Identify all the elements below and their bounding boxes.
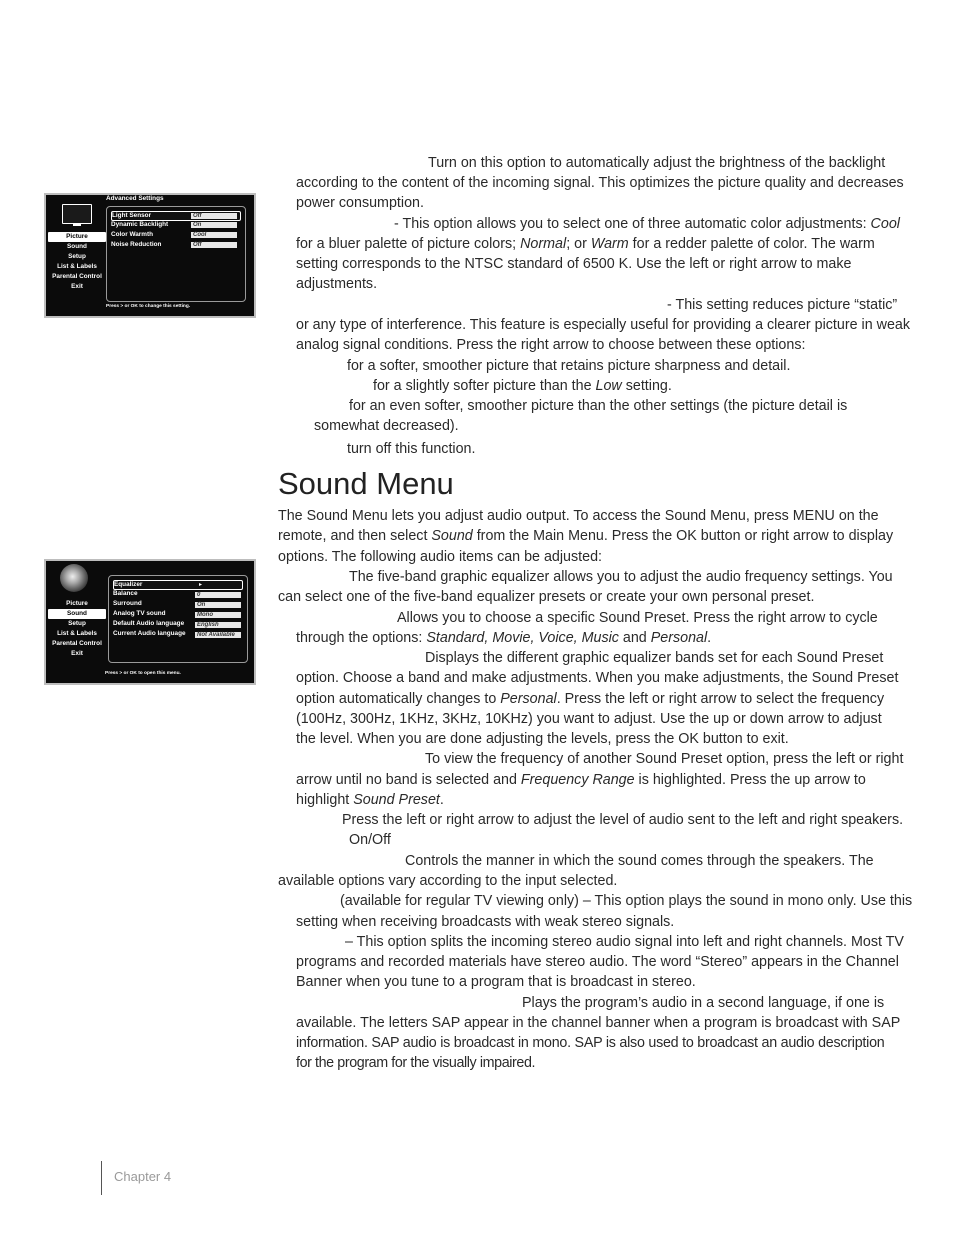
hint-text: Press > or OK to change this setting. (106, 304, 191, 309)
setting-row-noise-reduction[interactable]: Noise Reduction (111, 241, 162, 248)
text-line: the level. When you are done adjusting the levels, press the OK button to exit. (296, 731, 789, 747)
nav-item-sound[interactable]: Sound (48, 609, 106, 619)
text-line: available. The letters SAP appear in the channel banner when a program is broadcast with SAP (296, 1015, 901, 1031)
setting-row-dynamic-backlight[interactable]: Dynamic Backlight (111, 221, 169, 228)
text-line: for a bluer palette of picture colors; Normal; or Warm for a redder palette of color. The warm (296, 236, 875, 252)
setting-row-current-audio-language[interactable]: Current Audio language (113, 630, 186, 637)
section-heading: Sound Menu (278, 466, 454, 501)
nav-item-setup[interactable]: Setup (68, 620, 86, 627)
advanced-settings-screen (44, 193, 256, 318)
text-line: arrow until no band is selected and Frequency Range is highlighted. Press the up arrow to (296, 772, 866, 788)
text-line: setting corresponds to the NTSC standard of 6500 K. Use the left or right arrow to make (296, 256, 852, 272)
text-line: power consumption. (296, 195, 424, 211)
setting-row-balance[interactable]: Balance (113, 590, 138, 597)
text-line: - This setting reduces picture “static” (667, 297, 898, 313)
text-line: Controls the manner in which the sound comes through the speakers. The (405, 853, 874, 869)
main-menu-nav (48, 599, 106, 659)
text-line: available options vary according to the input selected. (278, 873, 618, 889)
text-line: analog signal conditions. Press the right arrow to choose between these options: (296, 337, 806, 353)
text-line: information. SAP audio is broadcast in mono. SAP is also used to broadcast an audio description (296, 1035, 885, 1051)
text-line: Allows you to choose a specific Sound Preset. Press the right arrow to cycle (397, 610, 878, 626)
text-line: option. Choose a band and make adjustments. When you make adjustments, the Sound Preset (296, 670, 899, 686)
text-line: - This option allows you to select one of three automatic color adjustments: Cool (394, 216, 900, 232)
nav-item-list-labels[interactable]: List & Labels (57, 263, 97, 270)
text-line: for the program for the visually impaired. (296, 1055, 536, 1071)
setting-row-equalizer[interactable]: Equalizer (113, 580, 243, 590)
nav-item-picture[interactable]: Picture (48, 232, 106, 242)
text-line: Plays the program’s audio in a second language, if one is (522, 995, 885, 1011)
arrow-right-icon: ▸ (199, 582, 203, 588)
setting-row-default-audio-language[interactable]: Default Audio language (113, 620, 185, 627)
screen-title: Advanced Settings (106, 195, 164, 202)
setting-value: Off (191, 213, 237, 219)
text-line: Turn on this option to automatically adjust the brightness of the backlight (428, 155, 886, 171)
nav-item-parental-control[interactable]: Parental Control (52, 273, 102, 280)
settings-panel (108, 575, 248, 663)
setting-value: On (191, 222, 237, 228)
hint-text: Press > or OK to open this menu. (105, 671, 181, 676)
settings-panel (106, 206, 246, 302)
text-line: – This option splits the incoming stereo audio signal into left and right channels. Most TV (345, 934, 904, 950)
text-line: remote, and then select Sound from the Main Menu. Press the OK button or right arrow to display (278, 528, 894, 544)
nav-item-parental-control[interactable]: Parental Control (52, 640, 102, 647)
text-line: The Sound Menu lets you adjust audio output. To access the Sound Menu, press MENU on the (278, 508, 879, 524)
text-line: programs and recorded materials have stereo audio. The word “Stereo” appears in the Channel (296, 954, 899, 970)
nav-item-picture[interactable]: Picture (66, 600, 88, 607)
text-line: adjustments. (296, 276, 378, 292)
setting-row-analog-tv-sound[interactable]: Analog TV sound (113, 610, 166, 617)
text-line: for a slightly softer picture than the Low setting. (373, 378, 672, 394)
sound-menu-screen (44, 559, 256, 685)
text-line: setting when receiving broadcasts with weak stereo signals. (296, 914, 675, 930)
nav-item-list-labels[interactable]: List & Labels (57, 630, 97, 637)
text-line: somewhat decreased). (314, 418, 459, 434)
text-line: turn off this function. (347, 441, 476, 457)
nav-item-exit[interactable]: Exit (71, 283, 83, 290)
main-menu-nav (48, 232, 106, 292)
speaker-icon (60, 564, 88, 592)
setting-value: 0 (195, 592, 241, 598)
text-line: or any type of interference. This feature is especially useful for providing a clearer picture in weak (296, 317, 911, 333)
tv-stand-icon (73, 224, 81, 226)
text-line: (100Hz, 300Hz, 1KHz, 3KHz, 10KHz) you want to adjust. Use the up or down arrow to adjust (296, 711, 882, 727)
setting-value: English (195, 622, 241, 628)
nav-item-sound[interactable]: Sound (67, 243, 87, 250)
setting-row-surround[interactable]: Surround (113, 600, 142, 607)
text-line: through the options: Standard, Movie, Voice, Music and Personal. (296, 630, 712, 646)
text-line: for a softer, smoother picture that retains picture sharpness and detail. (347, 358, 791, 374)
text-line: The five-band graphic equalizer allows you to adjust the audio frequency settings. You (349, 569, 893, 585)
text-line: On/Off (349, 832, 391, 848)
text-line: according to the content of the incoming signal. This optimizes the picture quality and decreases (296, 175, 904, 191)
nav-item-exit[interactable]: Exit (71, 650, 83, 657)
text-line: options. The following audio items can be adjusted: (278, 549, 603, 565)
text-line: To view the frequency of another Sound Preset option, press the left or right (425, 751, 904, 767)
text-line: Press the left or right arrow to adjust the level of audio sent to the left and right speakers. (342, 812, 904, 828)
chapter-label: Chapter 4 (114, 1169, 172, 1184)
setting-value: Not Available (195, 632, 241, 638)
tv-icon (62, 204, 92, 224)
setting-value: On (195, 602, 241, 608)
text-line: highlight Sound Preset. (296, 792, 444, 808)
text-line: can select one of the five-band equalizer presets or create your own personal preset. (278, 589, 815, 605)
footer-divider (101, 1161, 102, 1195)
setting-value: Cool (191, 232, 237, 238)
setting-value: Off (191, 242, 237, 248)
text-line: Banner when you tune to a program that is broadcast in stereo. (296, 974, 696, 990)
setting-row-light-sensor[interactable]: Light Sensor (111, 211, 241, 221)
setting-value: Mono (195, 612, 241, 618)
text-line: (available for regular TV viewing only) – This option plays the sound in mono only. Use this (340, 893, 913, 909)
setting-row-color-warmth[interactable]: Color Warmth (111, 231, 154, 238)
text-line: for an even softer, smoother picture than the other settings (the picture detail is (349, 398, 848, 414)
text-line: option automatically changes to Personal. Press the left or right arrow to select the frequency (296, 691, 885, 707)
nav-item-setup[interactable]: Setup (68, 253, 86, 260)
text-line: Displays the different graphic equalizer bands set for each Sound Preset (425, 650, 884, 666)
